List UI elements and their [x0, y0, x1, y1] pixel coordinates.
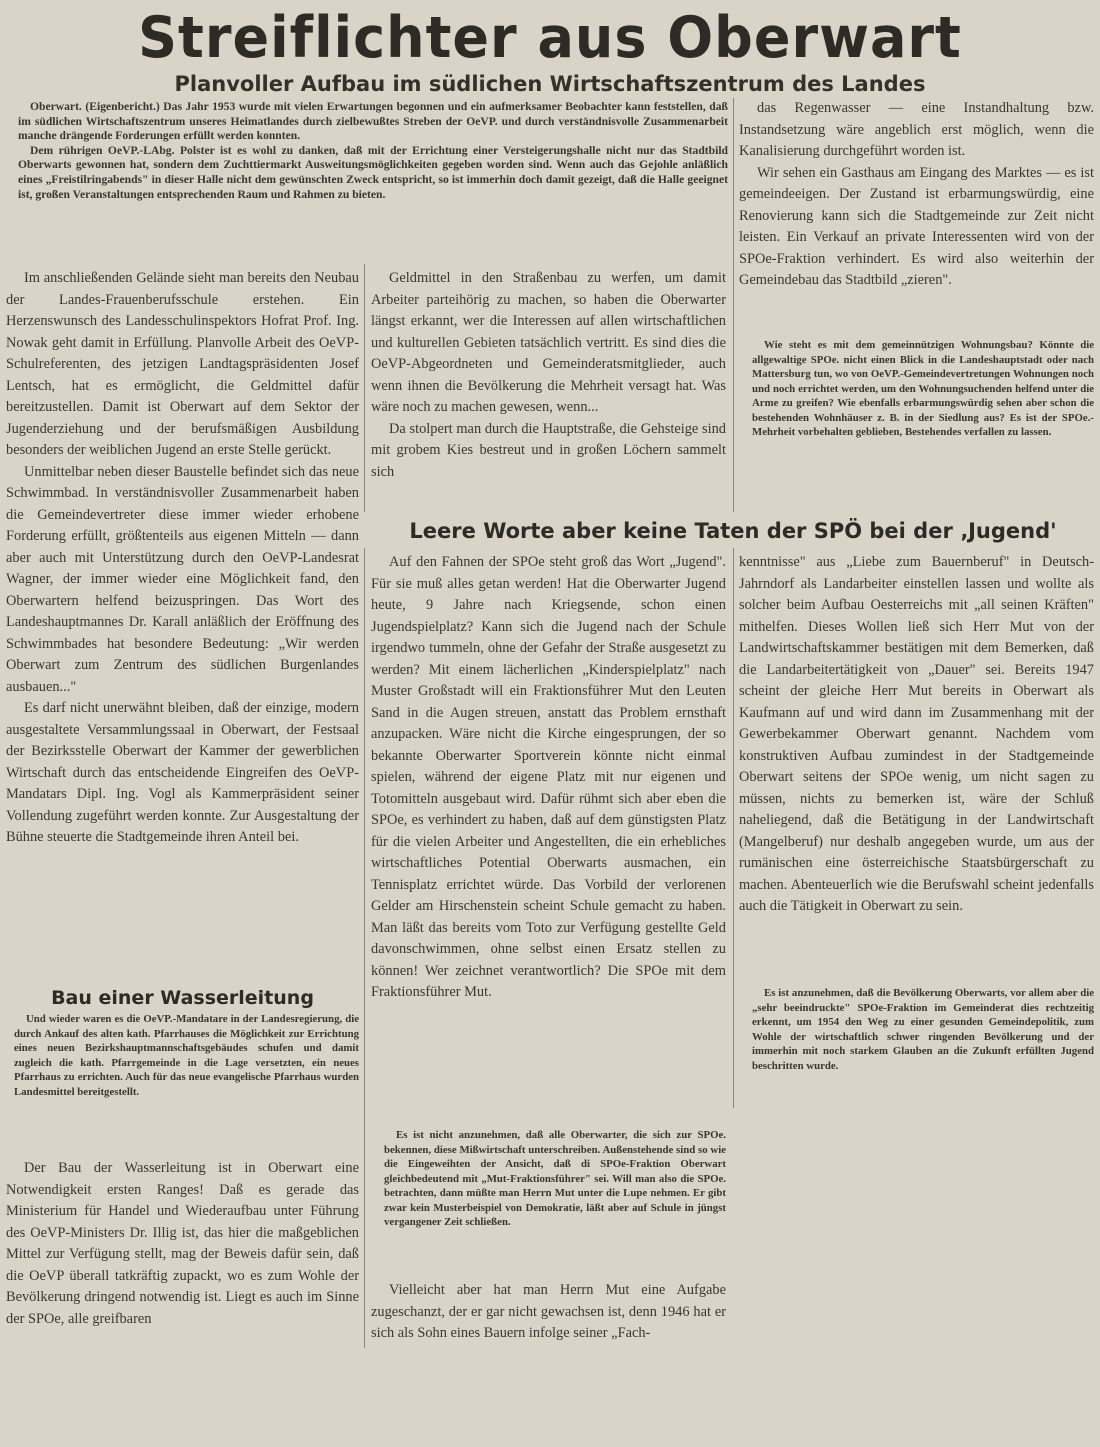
note-paragraph: Es ist nicht anzunehmen, daß alle Oberwarter, die sich zur SPOe. bekennen, diese Mißwirtschaft unterschreiben. Außenstehende sind so wie die Eingeweihten der Ansicht, daß di SPOe-Fraktion Oberwart gleichbedeutend mit „Mut-Fraktionsführer" sei. Will man also die SPOe. betrachten, dann müßte man Herrn Mut unter die Lupe nehmen. Er gibt zwar kein Musterbeispiel von Demokratie, läßt aber auf Schule in jüngst vergangener Zeit schließen. [384, 1129, 726, 1228]
column-rule [733, 548, 734, 1108]
second-article-note-a [384, 1128, 726, 1278]
body-paragraph: kenntnisse" aus „Liebe zum Bauernberuf" in Deutsch-Jahrndorf als Landarbeiter einstellen lassen und wollte als solcher beim Aufbau Oesterreichs mit „all seinen Kräften" mithelfen. Dieses Wollen ließ sich Herr Mut von der Landwirtschaftskammer bestätigen mit dem Bemerken, daß die Landarbeitertätigkeit von „Dauer" sei. Bereits 1947 scheint der gleiche Herr Mut bereits in Oberwart als Kaufmann auf und wird dann im Zusammenhang mit der Gewerbekammer Oberwart genannt. Nachdem vom konstruktiven Aufbau zumindest in der Stadtgemeinde Oberwart seitens der SPOe wenig, um nicht sagen zu müssen, nichts zu bemerken ist, wäre der Schluß naheliegend, daß die Betätigung in der Landwirtschaft (Mangelberuf) nur deshalb angegeben wurde, um aus der rumänischen eine österreichische Staatsbürgerschaft zu machen. Abenteuerlich wie die Berufswahl scheint jedenfalls auch die Tätigkeit in Oberwart zu sein. [739, 554, 1094, 914]
body-paragraph: Geldmittel in den Straßenbau zu werfen, um damit Arbeiter parteihörig zu machen, so haben die Oberwarter längst erkannt, wer die Interessen auf allen wirtschaftlichen und kulturellen Gebieten tatsächlich vertritt. Es sind dies die OeVP-Abgeordneten und Gemeinderatsmitglieder, auch wenn ihnen die Bevölkerung die Mehrheit versagt hat. Was wäre noch zu machen gewesen, wenn... [371, 270, 726, 415]
water-section-lead [14, 1012, 359, 1154]
second-article-column-a-cont [371, 818, 726, 1108]
section-heading-water: Bau einer Wasserleitung [51, 987, 314, 1009]
body-paragraph: das Regenwasser — eine Instandhaltung bzw. Instandsetzung wäre angeblich erst möglich, wenn die Kanalisierung durchgeführt worden ist. [739, 100, 1094, 159]
note-paragraph: Es ist anzunehmen, daß die Bevölkerung Oberwarts, vor allem aber die „sehr beeindruckte" SPOe-Fraktion im Gemeinderat dies rechtzeitig erkennt, um 1954 den Weg zu einer gesunden Gemeindepolitik, zum Wohle der wirtschaftlich schwer ringenden Bevölkerung und der immerhin mit noch starkem Glauben an die Zukunft erfüllten Jugend beschritten wurde. [752, 987, 1094, 1072]
body-paragraph: Da stolpert man durch die Hauptstraße, die Gehsteige sind mit grobem Kies bestreut und in großen Löchern sammelt sich [371, 420, 726, 480]
article-headline: Streiflichter aus Oberwart [138, 4, 962, 71]
body-paragraph: Vielleicht aber hat man Herrn Mut eine Aufgabe zugeschanzt, der er gar nicht gewachsen ist, denn 1946 hat er sich als Sohn eines Bauern infolge seiner „Fach- [371, 1282, 726, 1341]
article-column-2 [371, 268, 726, 510]
body-paragraph: Auf den Fahnen der SPOe steht groß das Wort „Jugend". Für sie muß alles getan werden! Hat die Oberwarter Jugend heute, 9 Jahre nach Kriegsende, schon einen Jugendspielplatz? Kann sich die Jugend nach der Schule irgendwo tummeln, ohne der Gefahr der Straße ausgesetzt zu werden? Mit einem lächerlichen „Kinderspielplatz" nach Muster Großstadt will ein Fraktionsführer Mut den Leuten Sand in die Augen streuen, anstatt das Problem ernsthaft anzupacken. Wäre nicht die Kirche eingesprungen, der so bekannte Oberwarter Sportverein könnte nicht einmal spielen, während der eigene Platz mit nur eigenen und Totomitteln ausgebaut wird. Dafür rühmt sich aber eben die SPOe, es verhindert zu haben, daß auf dem günstigsten Platz für die vielen Arbeiter und Angestellten, die ein erhebliches wirtschaftliches Potential Oberwarts ausmachen, ein Tennisplatz errichtet würde. Das Vorbild der verlorenen Gelder am Hirschenstein scheint Schule gemacht zu haben. Man läßt das bereits vom Toto zur Verfügung gestellte Geld davonschwimmen, ohne selbst einen Ersatz stellen zu können! Wer zeichnet verantwortlich? Die SPOe mit dem Fraktionsführer Mut. [371, 554, 726, 1000]
article-subheadline: Planvoller Aufbau im südlichen Wirtschaftszentrum des Landes [174, 72, 926, 96]
body-paragraph: Es darf nicht unerwähnt bleiben, daß der einzige, modern ausgestaltete Versammlungssaal in Oberwart, der Festsaal der Bezirksstelle Oberwart der Kammer der gewerblichen Wirtschaft durch das entscheidende Eingreifen des OeVP-Mandatars Dipl. Ing. Vogl als Kammerpräsident seiner Vollendung zugeführt werden konnte. Zur Ausgestaltung der Bühne steuerte die Stadtgemeinde ihren Anteil bei. [6, 700, 359, 845]
body-paragraph: Im anschließenden Gelände sieht man bereits den Neubau der Landes-Frauenberufsschule erstehen. Ein Herzenswunsch des Landesschulinspektors Hofrat Prof. Ing. Nowak geht damit in Erfüllung. Planvolle Arbeit des OeVP-Schulreferenten, des jetzigen Landtagspräsidenten Josef Lentsch, hat es ermöglicht, die Geldmittel dafür bereitzustellen. Damit ist Oberwart auf dem Sektor der Jugenderziehung und der berufsmäßigen Ausbildung besonders der weiblichen Jugend an erste Stelle gerückt. [6, 270, 359, 458]
body-paragraph: Wir sehen ein Gasthaus am Eingang des Marktes — es ist gemeindeeigen. Der Zustand ist erbarmungswürdig, eine Renovierung kann sich die Stadtgemeinde zur Zeit nicht leisten. Ein Verkauf an private Interessenten wird von der SPOe-Fraktion verhindert. Es wird also weiterhin der Gemeindebau das Stadtbild „zieren". [739, 164, 1094, 288]
second-article-column-b [739, 552, 1094, 984]
page-bottom-margin [0, 1375, 1100, 1447]
article-intro [18, 100, 728, 266]
second-article-headline: Leere Worte aber keine Taten der SPÖ bei der ‚Jugend' [409, 519, 1057, 543]
body-paragraph: Der Bau der Wasserleitung ist in Oberwart eine Notwendigkeit ersten Ranges! Daß es gerade das Ministerium für Handel und Wiederaufbau unter Führung des OeVP-Ministers Dr. Illig ist, das hier die maßgeblichen Mittel zur Verfügung stellt, mag der Beweis dafür sein, daß die OeVP überall tatkräftig zupackt, wo es zum Wohle der Bevölkerung dringend notwendig ist. Liegt es auch im Sinne der SPOe, alle greifbaren [6, 1160, 359, 1327]
column-rule [364, 548, 365, 1348]
article-column-3 [739, 98, 1094, 336]
column-rule [733, 98, 734, 512]
housing-note [752, 338, 1094, 510]
body-paragraph: Unmittelbar neben dieser Baustelle befindet sich das neue Schwimmbad. In verständnisvoller Zusammenarbeit haben die Gemeindevertreter diese immer wieder erhobene Forderung erfüllt, größtenteils aus eigenen Mitteln — dann aber auch mit Unterstützung durch den OeVP-Landesrat Wagner, der immer wieder eine Möglichkeit fand, den Oberwartern helfend beizuspringen. Das Wort des Landeshauptmannes Dr. Karall anläßlich der Eröffnung des Schwimmbades hat besondere Bedeutung: „Wir werden Oberwart zum Zentrum des südlichen Burgenlandes ausbauen..." [6, 463, 359, 695]
lead-paragraph: Und wieder waren es die OeVP.-Mandatare in der Landesregierung, die durch Ankauf des alten kath. Pfarrhauses die Möglichkeit zur Errichtung eines neuen Bezirkshauptmannschaftsgebäudes schufen und damit zugleich die kath. Pfarrgemeinde in die Lage versetzten, ein neues Pfarrhaus zu errichten. Auch für das neue evangelische Pfarrhaus wurden Landesmittel bereitgestellt. [14, 1013, 359, 1098]
column-rule [364, 264, 365, 512]
intro-paragraph: Oberwart. (Eigenbericht.) Das Jahr 1953 wurde mit vielen Erwartungen begonnen und ein aufmerksamer Beobachter kann feststellen, daß im südlichen Wirtschaftszentrum unseres Heimatlandes durch zielbewußtes Streben der OeVP. und durch verständnisvolle Zusammenarbeit manche drängende Forderungen erfüllt werden konnten. [18, 100, 728, 143]
note-paragraph: Wie steht es mit dem gemeinnützigen Wohnungsbau? Könnte die allgewaltige SPOe. nicht einen Blick in die Landeshauptstadt oder nach Mattersburg tun, wo von OeVP.-Gemeindevertretungen Wohnungen noch und noch errichtet werden, um den Wohnungsuchenden helfend unter die Arme zu greifen? Wie ebenfalls erbarmungswürdig sehen aber schon die bestehenden Wohnhäuser z. B. in der Siedlung aus? Es ist der SPOe.-Mehrheit vorbehalten geblieben, Bestehendes verfallen zu lassen. [752, 339, 1094, 438]
intro-paragraph: Dem rührigen OeVP.-LAbg. Polster ist es wohl zu danken, daß mit der Errichtung einer Versteigerungshalle nicht nur das Stadtbild Oberwarts gewonnen hat, sondern dem Zuchttiermarkt Ausweitungsmöglichkeiten gegeben worden sind. Wenn auch das Gejohle anläßlich eines „Freistilringabends" in dieser Halle nicht dem gewünschten Zweck entspricht, so ist immerhin doch damit gezeigt, daß die Halle geeignet ist, großen Veranstaltungen entsprechenden Raum und Rahmen zu bieten. [18, 143, 728, 201]
second-article-column-a-end [371, 1280, 726, 1360]
article-column-1 [6, 268, 359, 978]
water-section-text [6, 1158, 359, 1358]
second-article-note-b [752, 986, 1094, 1110]
